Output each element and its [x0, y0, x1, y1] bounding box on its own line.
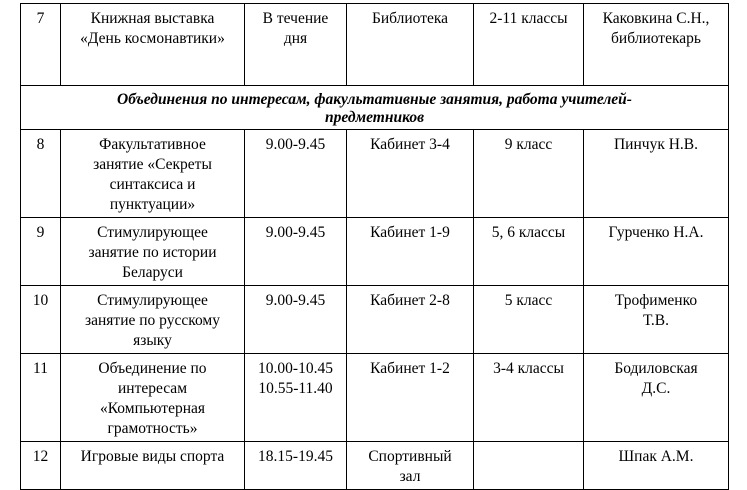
date-cell [245, 442, 347, 490]
date-line: 9.00-9.45 [265, 224, 326, 241]
responsible-cell [584, 354, 729, 442]
row-number: 8 [21, 130, 61, 218]
row-number: 10 [21, 286, 61, 354]
date-cell [245, 4, 347, 86]
participants-cell: 2-11 классы [474, 4, 584, 86]
table-row [21, 218, 729, 286]
date-line: дня [283, 30, 308, 47]
place-line: Кабинет 1-2 [370, 360, 450, 377]
event-line: занятие «Секреты [93, 156, 212, 173]
place-line: зал [399, 468, 421, 485]
responsible-cell [584, 286, 729, 354]
responsible-line: Бодиловская [614, 360, 698, 377]
participants-cell: 3-4 классы [474, 354, 584, 442]
date-cell [245, 218, 347, 286]
event-line: интересам [117, 380, 188, 397]
date-line: 10.00-10.45 [258, 360, 333, 377]
table-row [21, 286, 729, 354]
schedule-body [21, 4, 729, 490]
section-title-line: Объединения по интересам, факультативные занятия, работа учителей- [117, 91, 632, 108]
event-cell [61, 130, 245, 218]
place-cell [347, 354, 474, 442]
event-cell [61, 286, 245, 354]
date-cell [245, 354, 347, 442]
table-row [21, 4, 729, 86]
event-line: Объединение по [98, 360, 207, 377]
event-line: языку [133, 332, 172, 349]
place-line: Спортивный [368, 448, 452, 465]
section-row [21, 86, 729, 130]
place-line: Кабинет 1-9 [370, 224, 450, 241]
participants-cell: 5 класс [474, 286, 584, 354]
participants-cell: 5, 6 классы [474, 218, 584, 286]
participants-cell: 9 класс [474, 130, 584, 218]
date-line: 10.55-11.40 [258, 380, 333, 397]
row-number: 7 [21, 4, 61, 86]
responsible-line: Каковкина С.Н., [602, 10, 710, 27]
event-cell [61, 442, 245, 490]
date-line: В течение [262, 10, 329, 27]
row-number: 9 [21, 218, 61, 286]
event-line: Стимулирующее [97, 292, 208, 309]
place-cell [347, 286, 474, 354]
section-title-line: предметников [324, 109, 425, 126]
row-number: 11 [21, 354, 61, 442]
event-line: Стимулирующее [97, 224, 208, 241]
place-line: Кабинет 2-8 [370, 292, 450, 309]
date-cell [245, 130, 347, 218]
responsible-line: Гурченко Н.А. [608, 224, 704, 241]
place-cell [347, 218, 474, 286]
responsible-cell [584, 4, 729, 86]
event-line: синтаксиса и [109, 176, 196, 193]
place-cell [347, 442, 474, 490]
responsible-line: Д.С. [641, 380, 671, 397]
event-line: «День космонавтики» [80, 30, 225, 47]
event-line: занятие по истории [88, 244, 217, 261]
date-line: 18.15-19.45 [258, 448, 333, 465]
event-line: Факультативное [99, 136, 206, 153]
event-line: Игровые виды спорта [80, 448, 225, 465]
responsible-cell [584, 130, 729, 218]
event-line: грамотность» [107, 420, 198, 437]
table-row [21, 442, 729, 490]
responsible-line: Трофименко [614, 292, 698, 309]
responsible-line: библиотекарь [611, 30, 701, 47]
section-title [21, 86, 729, 130]
event-cell [61, 218, 245, 286]
date-line: 9.00-9.45 [265, 136, 326, 153]
event-cell [61, 354, 245, 442]
place-cell [347, 130, 474, 218]
event-cell [61, 4, 245, 86]
responsible-cell [584, 218, 729, 286]
place-line: Кабинет 3-4 [370, 136, 450, 153]
place-cell [347, 4, 474, 86]
event-line: Книжная выставка [90, 10, 215, 27]
date-line: 9.00-9.45 [265, 292, 326, 309]
date-cell [245, 286, 347, 354]
responsible-line: Шпак А.М. [618, 448, 694, 465]
event-line: Беларуси [122, 264, 183, 281]
place-line: Библиотека [371, 10, 449, 27]
responsible-line: Пинчук Н.В. [613, 136, 699, 153]
event-line: пунктуации» [109, 196, 196, 213]
event-line: занятие по русскому [85, 312, 220, 329]
responsible-line: Т.В. [642, 312, 669, 329]
schedule-table [20, 3, 729, 490]
responsible-cell [584, 442, 729, 490]
table-row [21, 130, 729, 218]
table-row [21, 354, 729, 442]
event-line: «Компьютерная [99, 400, 206, 417]
participants-cell [474, 442, 584, 490]
row-number: 12 [21, 442, 61, 490]
